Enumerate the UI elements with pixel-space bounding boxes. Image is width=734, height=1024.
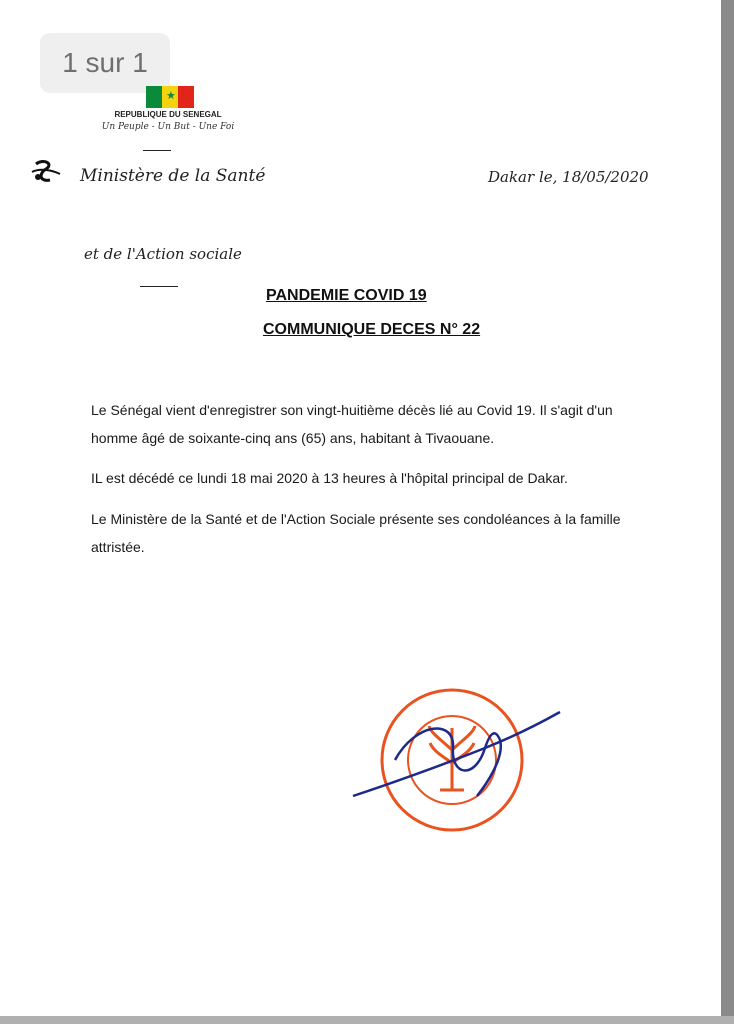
- document-date: Dakar le, 18/05/2020: [488, 168, 649, 186]
- senegal-flag-icon: ★: [146, 86, 194, 108]
- body-paragraph-3: Le Ministère de la Santé et de l'Action Sociale présente ses condoléances à la famille attristée.: [91, 511, 621, 555]
- country-name: REPUBLIQUE DU SENEGAL: [114, 110, 222, 119]
- ministry-logo-icon: [30, 158, 64, 186]
- official-stamp-with-signature: [335, 688, 580, 848]
- viewer-bottom-edge: [0, 1016, 734, 1024]
- body-paragraph-1: Le Sénégal vient d'enregistrer son vingt-huitième décès lié au Covid 19. Il s'agit d'un homme âgé de soixante-cinq ans (65) ans, habitant à Tivaouane.: [91, 402, 613, 446]
- page-indicator: 1 sur 1: [40, 33, 170, 93]
- ministry-name-line2: et de l'Action sociale: [84, 245, 242, 263]
- document-subtitle: COMMUNIQUE DECES N° 22: [263, 321, 481, 338]
- divider: [140, 286, 178, 287]
- viewer-right-edge: [721, 0, 734, 1024]
- national-motto: Un Peuple - Un But - Une Foi: [101, 122, 235, 132]
- ministry-name-line1: Ministère de la Santé: [80, 166, 266, 186]
- divider: [143, 150, 171, 151]
- body-paragraph-2: IL est décédé ce lundi 18 mai 2020 à 13 heures à l'hôpital principal de Dakar.: [91, 470, 568, 486]
- document-title: PANDEMIE COVID 19: [266, 287, 427, 304]
